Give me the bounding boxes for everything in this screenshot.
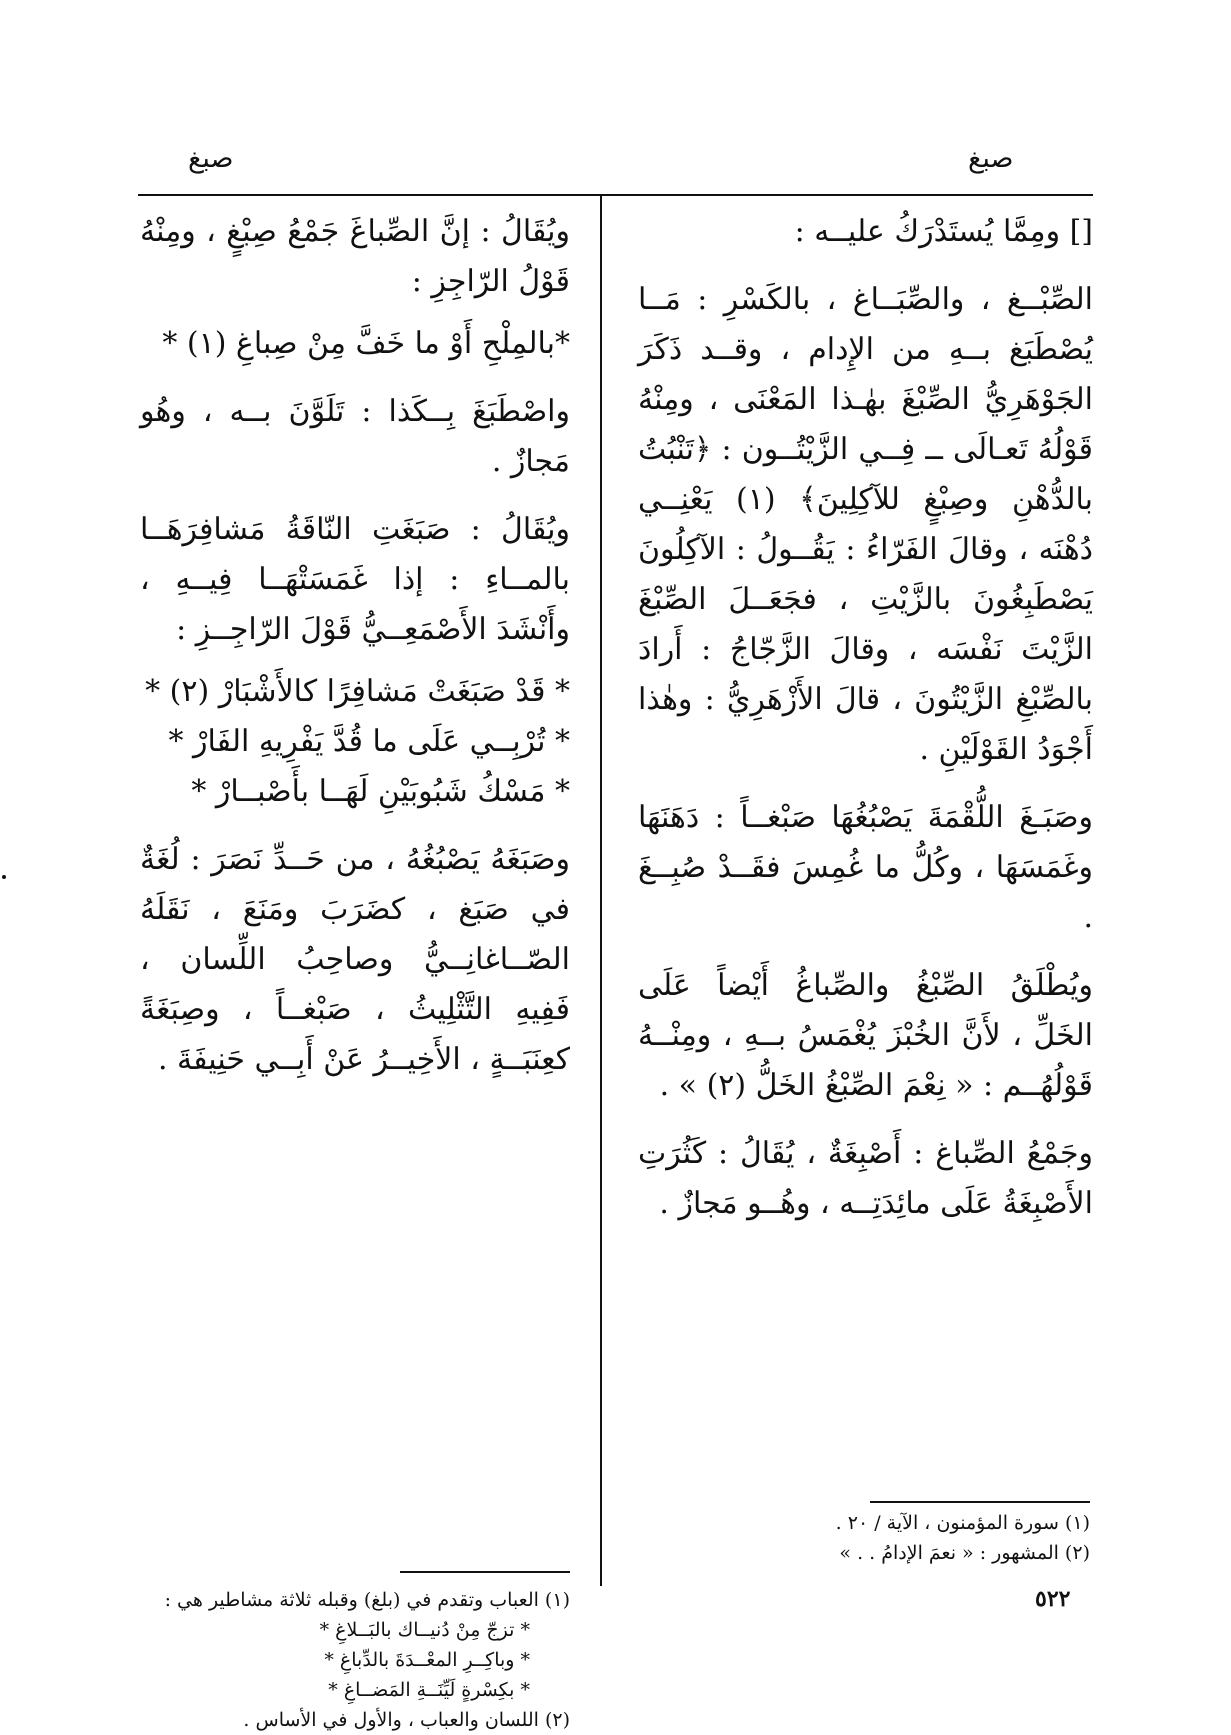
footnote: (١) سورة المؤمنون ، الآية / ٢٠ . [835, 1512, 1090, 1534]
running-header-right: صبغ [968, 143, 1014, 174]
paragraph: ويُطْلَقُ الصِّبْغُ والصِّباغُ أَيْضاً عَلَى الخَلِّ ، لأَنَّ الخُبْزَ يُغْمَسُ بــهِ ، ومِنْــهُ قَوْلُهُــم : « نِعْمَ الصِّبْغُ الخَلُّ (٢) » . [638, 968, 1093, 1103]
verse-line: * مَسْكُ شَبُوبَيْنِ لَهَــا بأَصْبــارْ * [191, 774, 570, 809]
footnote-verse: * تزجّ مِنْ دُنيــاك بالبَــلاغِ * [319, 1619, 530, 1641]
paragraph: وصَبَـغَ اللُّقْمَةَ يَصْبُغُهَا صَبْغــاً : دَهَنَهَا وغَمَسَهَا ، وكُلُّ ما غُمِسَ فقَــدْ صُبِــغَ . [638, 800, 1093, 935]
column-separator [600, 196, 602, 1586]
verse-line: *بالمِلْحِ أَوْ ما خَفَّ مِنْ صِباغِ (١) * [162, 326, 570, 361]
footnote-rule-right [870, 1501, 1090, 1503]
left-column [140, 207, 570, 1085]
paragraph: ويُقَالُ : إنَّ الصِّباغَ جَمْعُ صِبْغٍ ، ومِنْهُ قَوْلُ الرّاجِزِ : [140, 214, 570, 299]
paragraph: وصَبَغَهُ يَصْبُغُهُ ، من حَــدِّ نَصَرَ : لُغَةٌ في صَبَغ ، كضَرَبَ ومَنَعَ ، نَقَلَهُ الصّــاغانِــيُّ وصاحِبُ اللِّسان ، فَفِيهِ التَّثْلِيثُ ، صَبْغــاً ، وصِبَغَةً كعِنَبَــةٍ ، الأَخِيــرُ عَنْ أَبِــي حَنِيفَةَ . [140, 842, 570, 1077]
footnotes-left [140, 1585, 570, 1735]
verse-line: * قَدْ صَبَغَتْ مَشافِرًا كالأَشْبَارْ (٢) * [145, 674, 570, 709]
paragraph: واصْطَبَغَ بِــكَذا : تَلَوَّنَ بــه ، وهُو مَجازٌ . [140, 394, 570, 479]
paragraph: وجَمْعُ الصِّباغ : أَصْبِغَةٌ ، يُقَالُ : كَثُرَتِ الأَصْبِغَةُ عَلَى مائِدَتِــه ، وهُــو مَجازٌ . [638, 1136, 1093, 1221]
footnote: (٢) المشهور : « نعمَ الإدامُ . . » [839, 1542, 1090, 1564]
footnote: (١) العباب وتقدم في (بلغ) وقبله ثلاثة مشاطير هي : [164, 1589, 570, 1611]
paragraph: ويُقَالُ : صَبَغَتِ النّاقَةُ مَشافِرَهَــا بالمــاءِ : إذا غَمَسَتْهَــا فِيــهِ ، وأَنْشَدَ الأَصْمَعِــيُّ قَوْلَ الرّاجِــزِ : [140, 512, 570, 647]
right-column [638, 207, 1093, 1229]
paragraph: الصِّبْــغ ، والصِّبَــاغ ، بالكَسْرِ : مَــا يُصْطَبَغ بــهِ من الإِدام ، وقــد ذَكَرَ الجَوْهَرِيُّ الصِّبْغَ بهٰـذا المَعْنَى ، ومِنْهُ قَوْلُهُ تَعـالَى ــ فِــي الزَّيْتُــون : ﴿تَنْبُتُ بالدُّهْنِ وصِبْغٍ للآكِلِينَ﴾ (١) يَعْنِــي دُهْنَه ، وقالَ الفَرّاءُ : يَقُــولُ : الآكِلُونَ يَصْطَبِغُونَ بالزَّيْتِ ، فجَعَــلَ الصِّبْغَ الزَّيْتَ نَفْسَه ، وقالَ الزَّجّاجُ : أَرادَ بالصِّبْغِ الزَّيْتُونَ ، قالَ الأَزْهَرِيُّ : وهٰذا أَجْوَدُ القَوْلَيْنِ . [638, 282, 1093, 767]
scan-speck [2, 875, 6, 879]
footnotes-right [640, 1508, 1090, 1568]
running-header-left: صبغ [188, 143, 234, 174]
footnote: (٢) اللسان والعباب ، والأول في الأساس . [243, 1709, 570, 1731]
verse-line: * تُرْبِــي عَلَى ما قُدَّ يَفْرِيهِ الفَارْ * [168, 724, 570, 759]
header-rule [138, 194, 1093, 196]
footnote-rule-left [400, 1571, 570, 1573]
footnote-verse: * وباكِــرِ المعْــدَةَ بالدِّباغِ * [324, 1649, 530, 1671]
paragraph: [] ومِمَّا يُستَدْرَكُ عليــه : [794, 214, 1093, 249]
footnote-verse: * بكِسْرةٍ لَيِّنَــةِ المَضــاغِ * [328, 1679, 530, 1701]
page-number: ٥٢٢ [1035, 1586, 1071, 1612]
